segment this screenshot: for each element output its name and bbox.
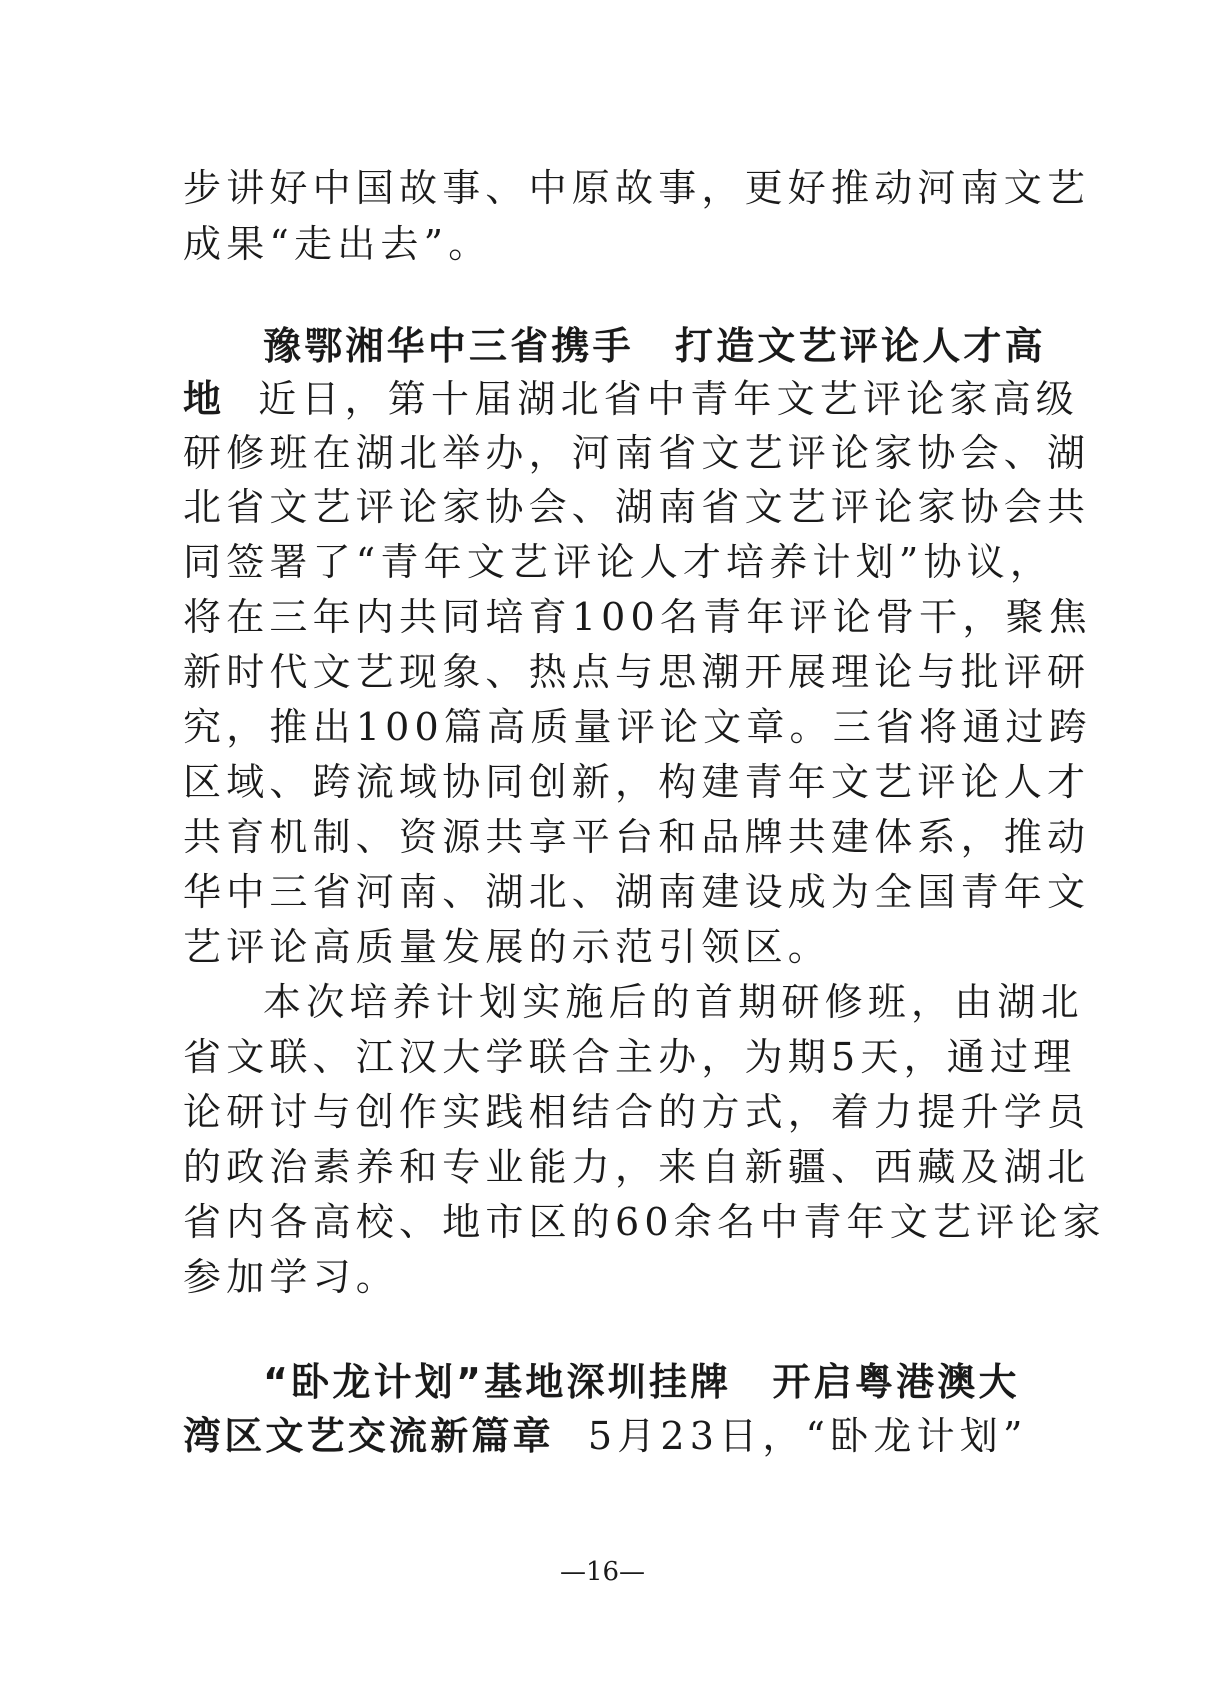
body-text-line: 艺评论高质量发展的示范引领区。	[183, 925, 832, 969]
article-headline-continuation	[183, 1408, 1028, 1464]
body-text-line: 省文联、江汉大学联合主办，为期5天，通过理	[183, 1035, 1077, 1079]
body-text-start: 5月23日，“卧龙计划”	[587, 1414, 1028, 1458]
article-headline: 豫鄂湘华中三省携手 打造文艺评论人才高	[263, 324, 1046, 368]
body-text-line: 共育机制、资源共享平台和品牌共建体系，推动	[183, 815, 1091, 859]
body-text-line: 本次培养计划实施后的首期研修班，由湖北	[263, 980, 1084, 1024]
body-text-line: 同签署了“青年文艺评论人才培养计划”协议，	[183, 540, 1054, 584]
body-text-line: 省内各高校、地市区的60余名中青年文艺评论家	[183, 1200, 1106, 1244]
article-headline-continuation	[183, 371, 1079, 427]
article-headline: “卧龙计划”基地深圳挂牌 开启粤港澳大	[263, 1360, 1020, 1404]
body-text-line: 究，推出100篇高质量评论文章。三省将通过跨	[183, 705, 1092, 749]
body-text-line: 新时代文艺现象、热点与思潮开展理论与批评研	[183, 650, 1091, 694]
body-text-line: 研修班在湖北举办，河南省文艺评论家协会、湖	[183, 431, 1091, 475]
page-number: —16—	[559, 1557, 646, 1587]
body-text-line: 华中三省河南、湖北、湖南建设成为全国青年文	[183, 870, 1091, 914]
body-text-line: 北省文艺评论家协会、湖南省文艺评论家协会共	[183, 485, 1091, 529]
body-text-line: 区域、跨流域协同创新，构建青年文艺评论人才	[183, 760, 1091, 804]
article-headline-end: 地	[183, 377, 225, 421]
body-text-line: 论研讨与创作实践相结合的方式，着力提升学员	[183, 1090, 1091, 1134]
body-text-line: 步讲好中国故事、中原故事，更好推动河南文艺	[183, 166, 1091, 210]
body-text-line: 成果“走出去”。	[183, 222, 492, 266]
body-text-line: 将在三年内共同培育100名青年评论骨干，聚焦	[183, 595, 1092, 639]
article-headline-end: 湾区文艺交流新篇章	[183, 1414, 554, 1458]
body-text-line: 的政治素养和专业能力，来自新疆、西藏及湖北	[183, 1145, 1091, 1189]
body-text-start: 近日，第十届湖北省中青年文艺评论家高级	[258, 377, 1080, 421]
body-text-line: 参加学习。	[183, 1255, 400, 1299]
